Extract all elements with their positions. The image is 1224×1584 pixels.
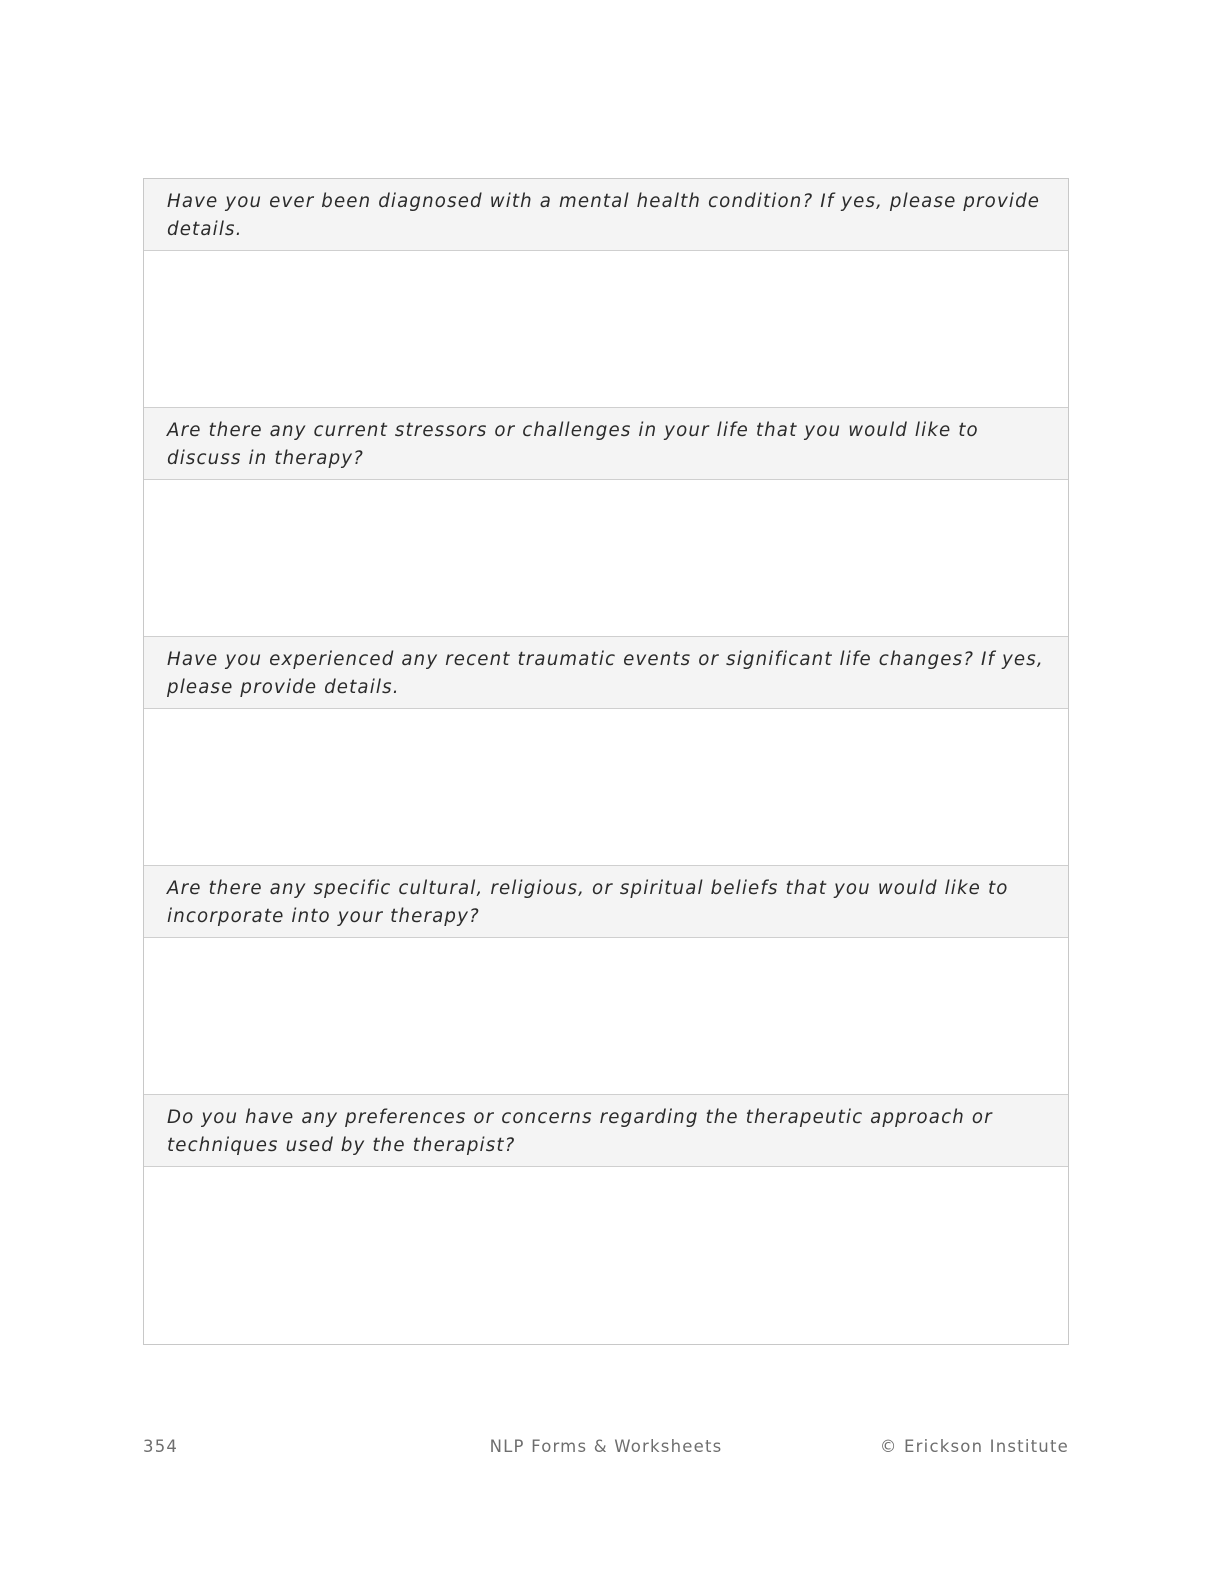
question-label: Are there any current stressors or challenges in your life that you would like to discuss in therapy?	[167, 420, 979, 469]
page-footer	[143, 1437, 1069, 1461]
answer-field[interactable]	[144, 251, 1068, 408]
footer-title: NLP Forms & Worksheets	[489, 1437, 723, 1456]
questionnaire-table	[143, 178, 1069, 1345]
question-row	[144, 179, 1068, 251]
answer-field[interactable]	[144, 709, 1068, 866]
question-row	[144, 408, 1068, 480]
question-row	[144, 1095, 1068, 1167]
question-row	[144, 866, 1068, 938]
question-label: Are there any specific cultural, religious, or spiritual beliefs that you would like to incorporate into your therapy?	[167, 878, 1009, 927]
question-label: Have you ever been diagnosed with a mental health condition? If yes, please provide details.	[167, 191, 1041, 240]
question-row	[144, 637, 1068, 709]
copyright-notice: © Erickson Institute	[879, 1437, 1069, 1456]
page-number: 354	[143, 1437, 179, 1456]
answer-field[interactable]	[144, 1167, 1068, 1344]
answer-field[interactable]	[144, 480, 1068, 637]
question-label: Do you have any preferences or concerns regarding the therapeutic approach or techniques used by the therapist?	[167, 1107, 993, 1156]
question-label: Have you experienced any recent traumatic events or significant life changes? If yes, please provide details.	[167, 649, 1044, 698]
answer-field[interactable]	[144, 938, 1068, 1095]
